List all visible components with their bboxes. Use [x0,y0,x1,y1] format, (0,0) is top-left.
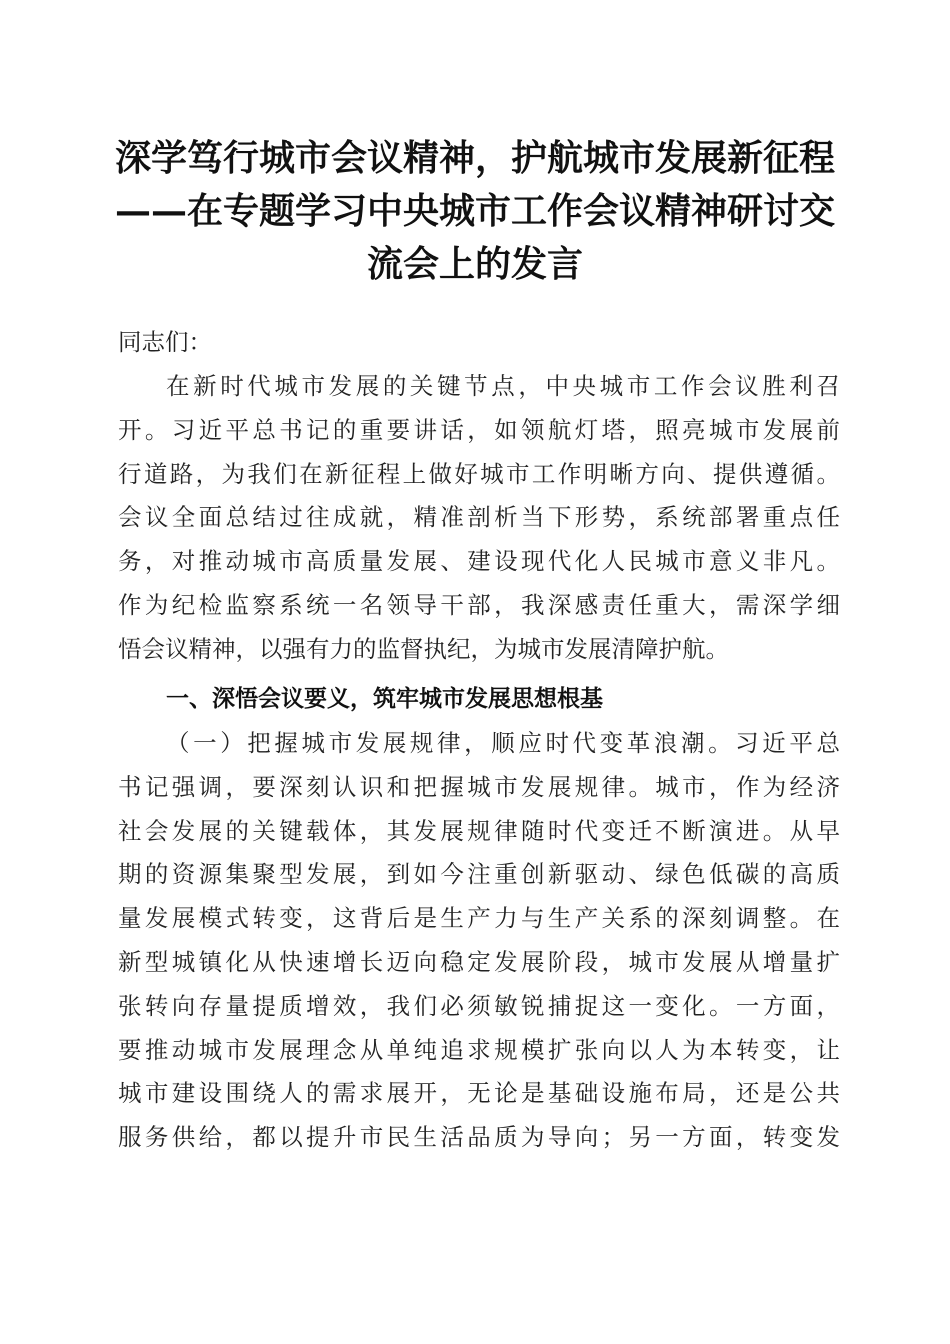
paragraph-line: 会议全面总结过往成就，精准剖析当下形势，系统部署重点任 [118,503,840,532]
section-heading-1: 一、深悟会议要义，筑牢城市发展思想根基 [166,686,603,712]
paragraph-line: （一）把握城市发展规律，顺应时代变革浪潮。习近平总 [166,729,840,757]
paragraph-line: 务，对推动城市高质量发展、建设现代化人民城市意义非凡。 [118,547,840,576]
title-line-1: 深学笃行城市会议精神，护航城市发展新征程 [114,137,835,179]
document-title [60,132,890,291]
paragraph-line: 书记强调，要深刻认识和把握城市发展规律。城市，作为经济 [118,772,840,801]
title-line-3: 流会上的发言 [366,243,583,285]
salutation: 同志们： [118,328,212,356]
paragraph-intro [118,365,840,672]
paragraph-line: 社会发展的关键载体，其发展规律随时代变迁不断演进。从早 [118,816,840,845]
paragraph-line: 期的资源集聚型发展，到如今注重创新驱动、绿色低碳的高质 [118,860,840,889]
paragraph-line: 行道路，为我们在新征程上做好城市工作明晰方向、提供遵循。 [118,459,840,488]
paragraph-line: 城市建设围绕人的需求展开，无论是基础设施布局，还是公共 [118,1079,840,1108]
paragraph-line: 要推动城市发展理念从单纯追求规模扩张向以人为本转变，让 [118,1035,840,1064]
paragraph-section-1-1 [118,722,840,1160]
paragraph-line: 在新时代城市发展的关键节点，中央城市工作会议胜利召 [166,372,840,400]
paragraph-line: 新型城镇化从快速增长迈向稳定发展阶段，城市发展从增量扩 [118,947,840,976]
title-line-2: ——在专题学习中央城市工作会议精神研讨交 [114,190,835,232]
paragraph-line: 开。习近平总书记的重要讲话，如领航灯塔，照亮城市发展前 [118,415,840,444]
paragraph-line: 悟会议精神，以强有力的监督执纪，为城市发展清障护航。 [118,634,729,663]
paragraph-line: 量发展模式转变，这背后是生产力与生产关系的深刻调整。在 [118,904,840,933]
paragraph-line: 作为纪检监察系统一名领导干部，我深感责任重大，需深学细 [118,590,840,619]
paragraph-line: 张转向存量提质增效，我们必须敏锐捕捉这一变化。一方面， [118,991,840,1020]
paragraph-line: 服务供给，都以提升市民生活品质为导向；另一方面，转变发 [118,1123,840,1152]
